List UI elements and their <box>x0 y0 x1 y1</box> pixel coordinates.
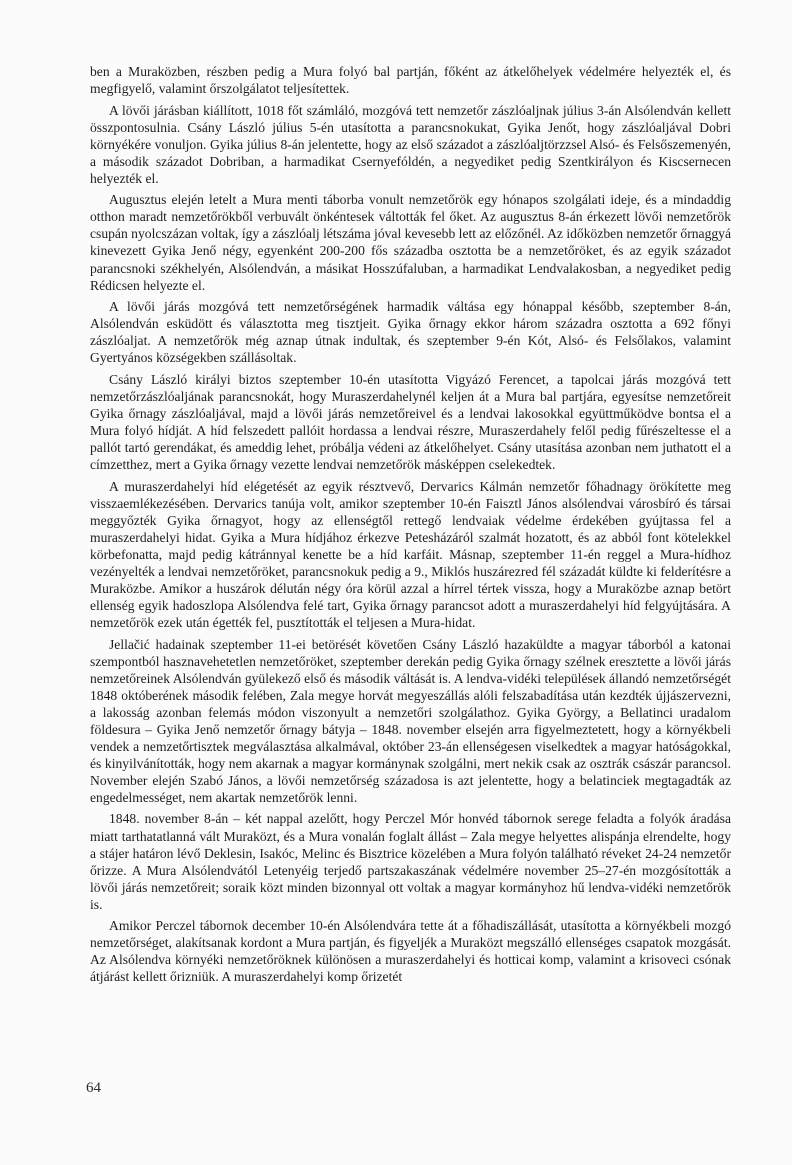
paragraph-9: Amikor Perczel tábornok december 10-én Alsólendvára tette át a főhadiszállását, utasította a környékbeli mozgó nemzetőrséget, alakítsanak kordont a Mura partján, és figyeljék a Muraközt megszálló ellenséges csapatok mozgását. Az Alsólendva környéki nemzetőröknek különösen a muraszerdahelyi és hotticai komp, valamint a krisoveci csónak átjárást kellett őrizniük. A muraszerdahelyi komp őrizetét <box>90 918 731 985</box>
paragraph-2: A lövői járásban kiállított, 1018 főt számláló, mozgóvá tett nemzetőr zászlóaljnak július 3-án Alsólendván kellett összpontosulnia. Csány László július 5-én utasította a parancsnokukat, Gyika Jenőt, hogy zászlóaljával Dobri környékére vonuljon. Gyika július 8-án jelentette, hogy az első századot a zászlóaljtörzzsel Alsó- és Felsőszemenyén, a második századot Dobriban, a harmadikat Csernyefóldén, a negyediket pedig Szentkirályon és Kiscsernecen helyezték el. <box>90 102 731 186</box>
paragraph-8: 1848. november 8-án – két nappal azelőtt, hogy Perczel Mór honvéd tábornok serege feladta a folyók áradása miatt tarthatatlanná vált Muraközt, és a Mura vonalán foglalt állást – Zala megye helyettes alispánja elrendelte, hogy a stájer határon lévő Deklesin, Isakóc, Melinc és Bisztrice közelében a Mura folyón található réveket 24-24 nemzetőr őrizze. A Mura Alsólendvától Letenyéig terjedő partszakaszának védelmére november 25–27-én mozgósították a lövői járás nemzetőreit; soraik közt minden bizonnyal ott voltak a magyar kormányhoz hű lendva-vidéki nemzetőrök is. <box>90 811 731 912</box>
body-text <box>90 63 731 990</box>
paragraph-5: Csány László királyi biztos szeptember 10-én utasította Vigyázó Ferencet, a tapolcai járás mozgóvá tett nemzetőrzászlóaljának parancsnokát, hogy Muraszerdahelynél keljen át a Mura bal partjára, egyesítse nemzetőreit Gyika őrnagy zászlóaljával, majd a lövői járás nemzetőreivel és a lendvai lakosokkal együttműködve bontsa el a Mura folyó hídját. A híd felszedett pallóit hordassa a lendvai részre, Muraszerdahely felől pedig fűrészeltesse el a pallót tartó gerendákat, és ameddig lehet, próbálja védeni az átkelőhelyet. Csány utasítása azonban nem juthatott el a címzetthez, mert a Gyika őrnagy vezette lendvai nemzetőrök másképpen cselekedtek. <box>90 371 731 473</box>
paragraph-4: A lövői járás mozgóvá tett nemzetőrségének harmadik váltása egy hónappal később, szeptember 8-án, Alsólendván esküdött és választotta meg tisztjeit. Gyika őrnagy ekkor három századra osztotta a 692 főnyi zászlóaljat. A nemzetőrök még aznap útnak indultak, és szeptember 9-én Kót, Alsó- és Felsőlakos, valamint Gyertyános községekben szállásoltak. <box>90 299 731 366</box>
paragraph-7: Jellačić hadainak szeptember 11-ei betörését követően Csány László hazaküldte a magyar táborból a katonai szempontból hasznavehetetlen nemzetőröket, szeptember derekán pedig Gyika őrnagy szélnek eresztette a lövői járás nemzetőreinek Alsólendván gyülekező első és második váltását is. A lendva-vidéki települések állandó nemzetőrségét 1848 októberének második felében, Zala megye horvát megyeszállás alóli felszabadítása után kezdték újjászervezni, a lakosság azonban felemás módon viszonyult a nemzetőri szolgálathoz. Gyika György, a Bellatinci uradalom földesura – Gyika Jenő nemzetőr őrnagy bátyja – 1848. november elsején arra figyelmeztetett, hogy a környékbeli vendek a nemzetőrtisztek megválasztása alkalmával, október 23-án ellenségesen viselkedtek a magyar hatóságokkal, és kinyilvánították, hogy nem akarnak a magyar kormánynak szolgálni, mert nekik csak az osztrák császár parancsol. November elején Szabó János, a lövői nemzetőrség századosa is azt jelentette, hogy a belatinciek megtagadták az engedelmességet, nem akartak nemzetőrök lenni. <box>90 636 731 805</box>
paragraph-1: ben a Muraközben, részben pedig a Mura folyó bal partján, főként az átkelőhelyek védelmére helyezték el, és megfigyelő, valamint őrszolgálatot teljesítettek. <box>90 64 731 97</box>
paragraph-6: A muraszerdahelyi híd elégetését az egyik résztvevő, Dervarics Kálmán nemzetőr főhadnagy örökítette meg visszaemlékezésében. Dervarics tanúja volt, amikor szeptember 10-én Faisztl János alsólendvai városbíró és társai meggyőzték Gyika őrnagyot, hogy az ellenségtől rettegő lendvaiak védelme érdekében gyújtassa fel a muraszerdahelyi hidat. Gyika a Mura hídjához érkezve Petesházáról szalmát hozatott, és az abból font kötelekkel körbefonatta, majd pedig kátránnyal kenette be a híd karfáit. Másnap, szeptember 11-én reggel a Mura-hídhoz vezényelték a lendvai nemzetőröket, parancsnokuk pedig a 9., Miklós huszárezred fél századát küldte ki felderítésre a Muraközbe. Amikor a huszárok délután négy óra körül azzal a hírrel tértek vissza, hogy a Muraközbe aznap betört ellenség egyik hadoszlopa Alsólendva felé tart, Gyika őrnagy parancsot adott a muraszerdahelyi híd felgyújtására. A nemzetőrök ezek után égették fel, pusztították el teljesen a Mura-hidat. <box>90 478 731 630</box>
paragraph-3: Augusztus elején letelt a Mura menti táborba vonult nemzetőrök egy hónapos szolgálati ideje, és a mindaddig otthon maradt nemzetőrökből verbuvált önkéntesek váltották fel őket. Az augusztus 8-án érkezett lövői nemzetőrök csupán nyolcszázan voltak, így a zászlóalj létszáma jóval kevesebb lett az előzőnél. Az időközben nemzetőr őrnaggyá kinevezett Gyika Jenő négy, egyenként 200-200 fős századba osztotta be a nemzetőröket, és az egyik századot parancsnoki székhelyén, Alsólendván, a másikat Hosszúfaluban, a harmadikat Lendvalakosban, a negyediket pedig Rédicsen helyezte el. <box>90 192 731 293</box>
page-number: 64 <box>86 1080 101 1096</box>
